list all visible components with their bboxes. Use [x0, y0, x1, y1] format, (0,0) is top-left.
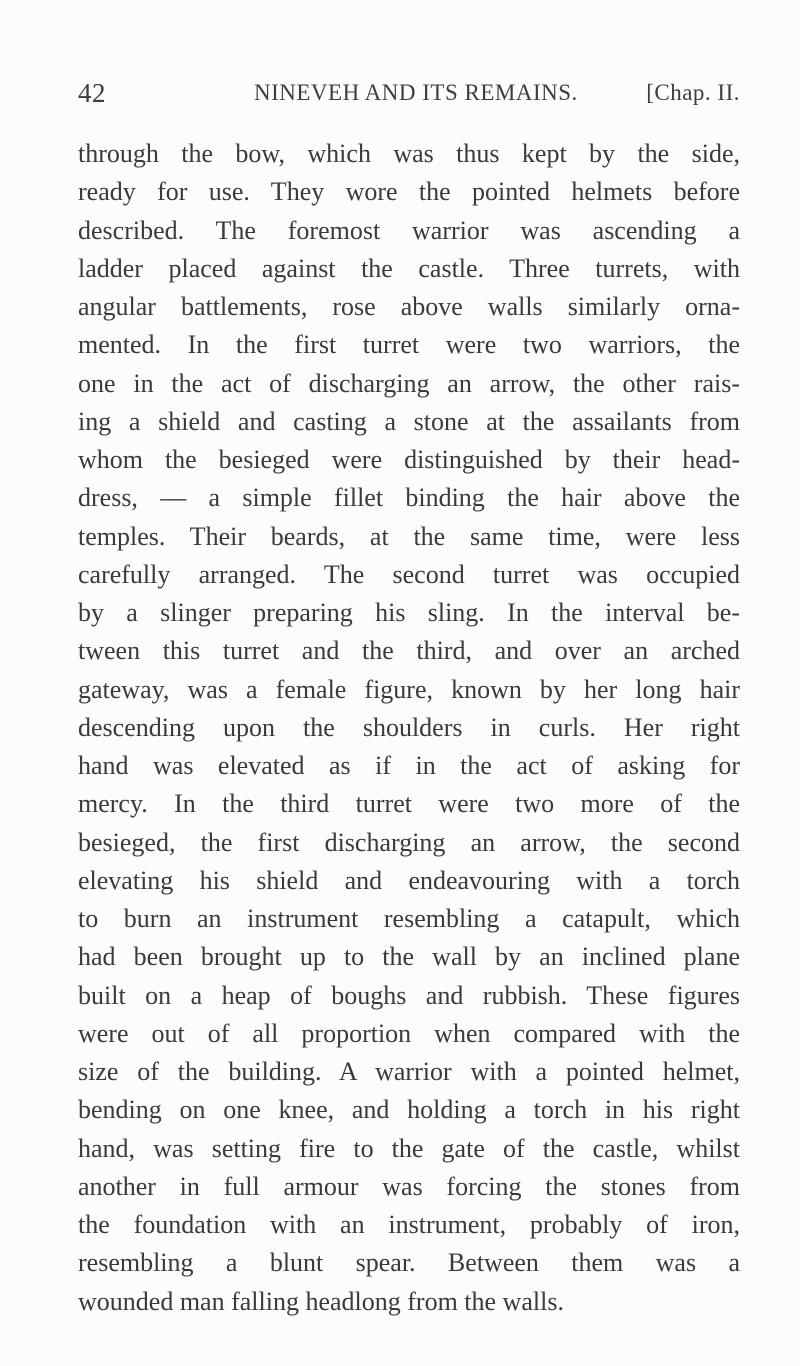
text-line: one in the act of discharging an arrow, the other rais- — [78, 368, 740, 398]
text-line: besieged, the first discharging an arrow, the second — [78, 827, 740, 857]
text-line: ladder placed against the castle. Three turrets, with — [78, 253, 740, 283]
chapter-label: [Chap. II. — [646, 80, 740, 105]
text-line: bending on one knee, and holding a torch in his right — [78, 1095, 740, 1125]
text-line: the foundation with an instrument, probably of iron, — [78, 1210, 740, 1239]
text-line: angular battlements, rose above walls similarly orna- — [78, 292, 740, 321]
text-line: by a slinger preparing his sling. In the interval be- — [78, 598, 740, 627]
text-line: built on a heap of boughs and rubbish. These figures — [78, 980, 740, 1010]
text-line: elevating his shield and endeavouring with a torch — [78, 865, 740, 895]
text-line: mercy. In the third turret were two more of the — [78, 789, 740, 819]
text-line: tween this turret and the third, and over an arched — [78, 636, 740, 666]
text-line: ready for use. They wore the pointed helmets before — [78, 177, 740, 207]
text-line: whom the besieged were distinguished by their head- — [78, 445, 740, 474]
text-line: descending upon the shoulders in curls. Her right — [78, 712, 740, 742]
text-line: gateway, was a female figure, known by her long hair — [78, 674, 740, 704]
text-line: to burn an instrument resembling a catapult, which — [78, 904, 740, 933]
text-line: hand was elevated as if in the act of asking for — [78, 751, 740, 780]
text-line: mented. In the first turret were two warriors, the — [78, 330, 740, 360]
body-text — [78, 135, 740, 1321]
running-title: NINEVEH AND ITS REMAINS. — [254, 80, 578, 105]
text-line: dress, — a simple fillet binding the hair above the — [78, 483, 740, 513]
running-head — [78, 78, 740, 114]
page-number: 42 — [78, 78, 106, 108]
text-line: described. The foremost warrior was ascending a — [78, 215, 740, 245]
text-line: temples. Their beards, at the same time, were less — [78, 521, 740, 551]
text-line: wounded man falling headlong from the walls. — [78, 1286, 564, 1316]
text-line: another in full armour was forcing the stones from — [78, 1171, 740, 1201]
text-line: size of the building. A warrior with a pointed helmet, — [78, 1057, 740, 1086]
text-line: ing a shield and casting a stone at the assailants from — [78, 406, 740, 436]
text-line: resembling a blunt spear. Between them was a — [78, 1248, 740, 1278]
text-line: were out of all proportion when compared with the — [78, 1018, 740, 1048]
text-line: had been brought up to the wall by an inclined plane — [78, 942, 740, 972]
text-line: hand, was setting fire to the gate of the castle, whilst — [78, 1133, 740, 1163]
text-line: carefully arranged. The second turret was occupied — [78, 559, 740, 589]
text-line: through the bow, which was thus kept by the side, — [78, 139, 740, 168]
